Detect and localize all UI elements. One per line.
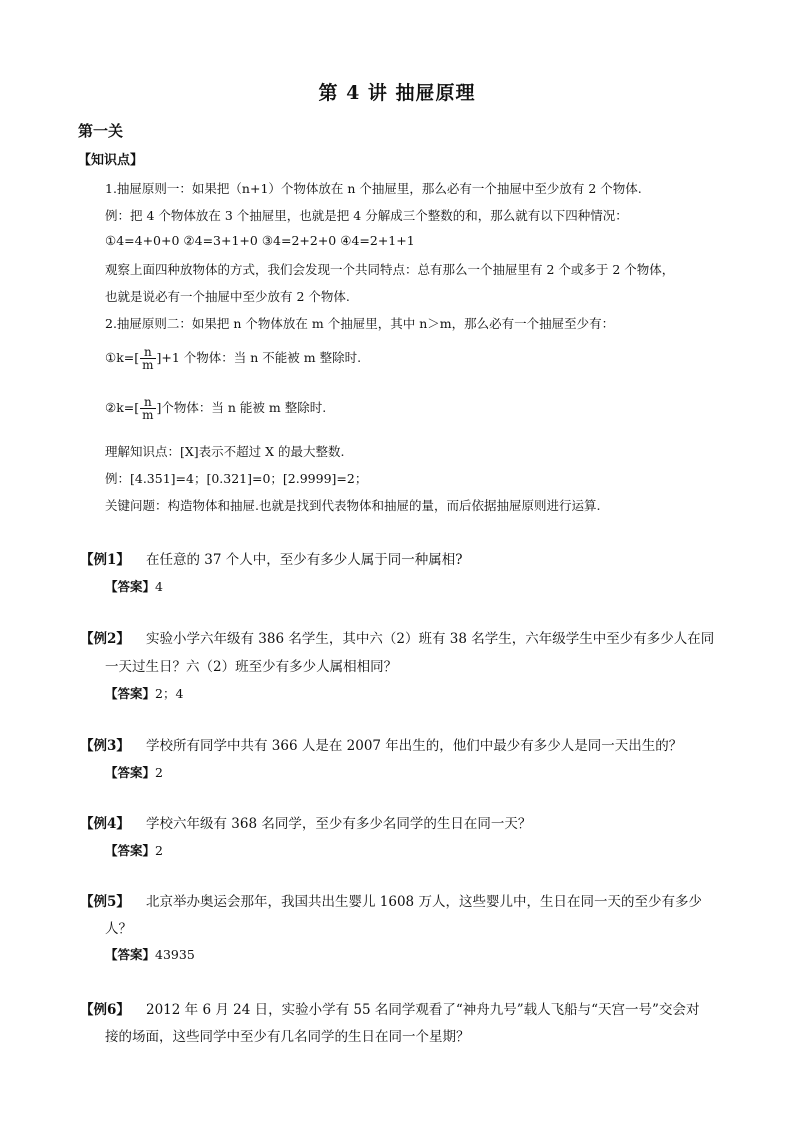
answer-tag: 【答案】	[105, 686, 156, 701]
formula-one	[105, 346, 361, 371]
four-cases: ①4=4+0+0 ②4=3+1+0 ③4=2+2+0 ④4=2+1+1	[105, 233, 415, 248]
fraction-numerator: n	[140, 396, 155, 409]
example-label: 【例4】	[80, 816, 130, 832]
observation-line: 观察上面四种放物体的方式，我们会发现一个共同特点：总有那么一个抽屉里有 2 个或多于 2 个物体，	[105, 262, 675, 277]
answer-value: 2	[155, 843, 163, 858]
example-question-continued: 接的场面，这些同学中至少有几名同学的生日在同一个星期？	[105, 1029, 470, 1045]
example-label: 【例5】	[80, 894, 130, 910]
formula-two	[105, 396, 326, 421]
fraction-numerator: n	[140, 346, 155, 359]
principle-one-example: 例：把 4 个物体放在 3 个抽屉里，也就是把 4 分解成三个整数的和，那么就有以下四种情况：	[105, 208, 628, 223]
answer-value: 43935	[155, 947, 195, 962]
example-question: 学校所有同学中共有 366 人是在 2007 年出生的，他们中最少有多少人是同一天出生的？	[146, 738, 683, 754]
example-question: 在任意的 37 个人中，至少有多少人属于同一种属相?	[146, 552, 463, 568]
example-label: 【例1】	[80, 552, 130, 568]
page-title: 第 4 讲 抽屉原理	[318, 82, 476, 104]
answer-tag: 【答案】	[105, 765, 156, 780]
example-question: 北京举办奥运会那年，我国共出生婴儿 1608 万人，这些婴儿中，生日在同一天的至少有多少	[146, 894, 702, 910]
fraction-n-over-m	[140, 346, 155, 371]
example-answer	[105, 841, 163, 859]
example-question: 2012 年 6 月 24 日，实验小学有 55 名同学观看了“神舟九号”载人飞船与“天宫一号”交会对	[146, 1002, 700, 1018]
principle-one: 1.抽屉原则一：如果把（n+1）个物体放在 n 个抽屉里，那么必有一个抽屉中至少放有 2 个物体.	[105, 181, 642, 196]
example-label: 【例6】	[80, 1002, 130, 1018]
example-answer	[105, 684, 183, 702]
example-answer	[105, 945, 195, 963]
observation-conclusion: 也就是说必有一个抽屉中至少放有 2 个物体.	[105, 289, 350, 304]
answer-tag: 【答案】	[105, 947, 156, 962]
knowledge-heading: 【知识点】	[78, 153, 144, 168]
formula-two-prefix: ②k=[	[105, 400, 140, 415]
answer-tag: 【答案】	[105, 843, 156, 858]
floor-examples: 例：[4.351]=4；[0.321]=0；[2.9999]=2；	[105, 471, 368, 486]
answer-value: 2	[155, 765, 163, 780]
key-question: 关键问题：构造物体和抽屉.也就是找到代表物体和抽屉的量，而后依据抽屉原则进行运算.	[105, 498, 601, 513]
floor-definition: 理解知识点：[X]表示不超过 X 的最大整数.	[105, 444, 345, 459]
example-question-continued: 一天过生日？六（2）班至少有多少人属相相同？	[105, 659, 398, 675]
formula-two-suffix: ]个物体：当 n 能被 m 整除时.	[156, 400, 327, 415]
answer-tag: 【答案】	[105, 579, 156, 594]
level-heading: 第一关	[78, 122, 124, 140]
fraction-n-over-m	[140, 396, 155, 421]
fraction-denominator: m	[142, 408, 154, 422]
example-question: 学校六年级有 368 名同学，至少有多少名同学的生日在同一天？	[146, 816, 532, 832]
answer-value: 4	[155, 579, 163, 594]
fraction-denominator: m	[142, 358, 154, 372]
example-label: 【例3】	[80, 738, 130, 754]
example-label: 【例2】	[80, 631, 130, 647]
example-answer	[105, 577, 163, 595]
answer-value: 2；4	[155, 686, 184, 701]
example-question-continued: 人？	[105, 921, 132, 937]
principle-two: 2.抽屉原则二：如果把 n 个物体放在 m 个抽屉里，其中 n＞m，那么必有一个抽屉至少有：	[105, 316, 615, 331]
formula-one-prefix: ①k=[	[105, 350, 140, 365]
example-question: 实验小学六年级有 386 名学生，其中六（2）班有 38 名学生，六年级学生中至少有多少人在同	[146, 631, 715, 647]
example-answer	[105, 763, 163, 781]
formula-one-suffix: ]+1 个物体：当 n 不能被 m 整除时.	[156, 350, 362, 365]
